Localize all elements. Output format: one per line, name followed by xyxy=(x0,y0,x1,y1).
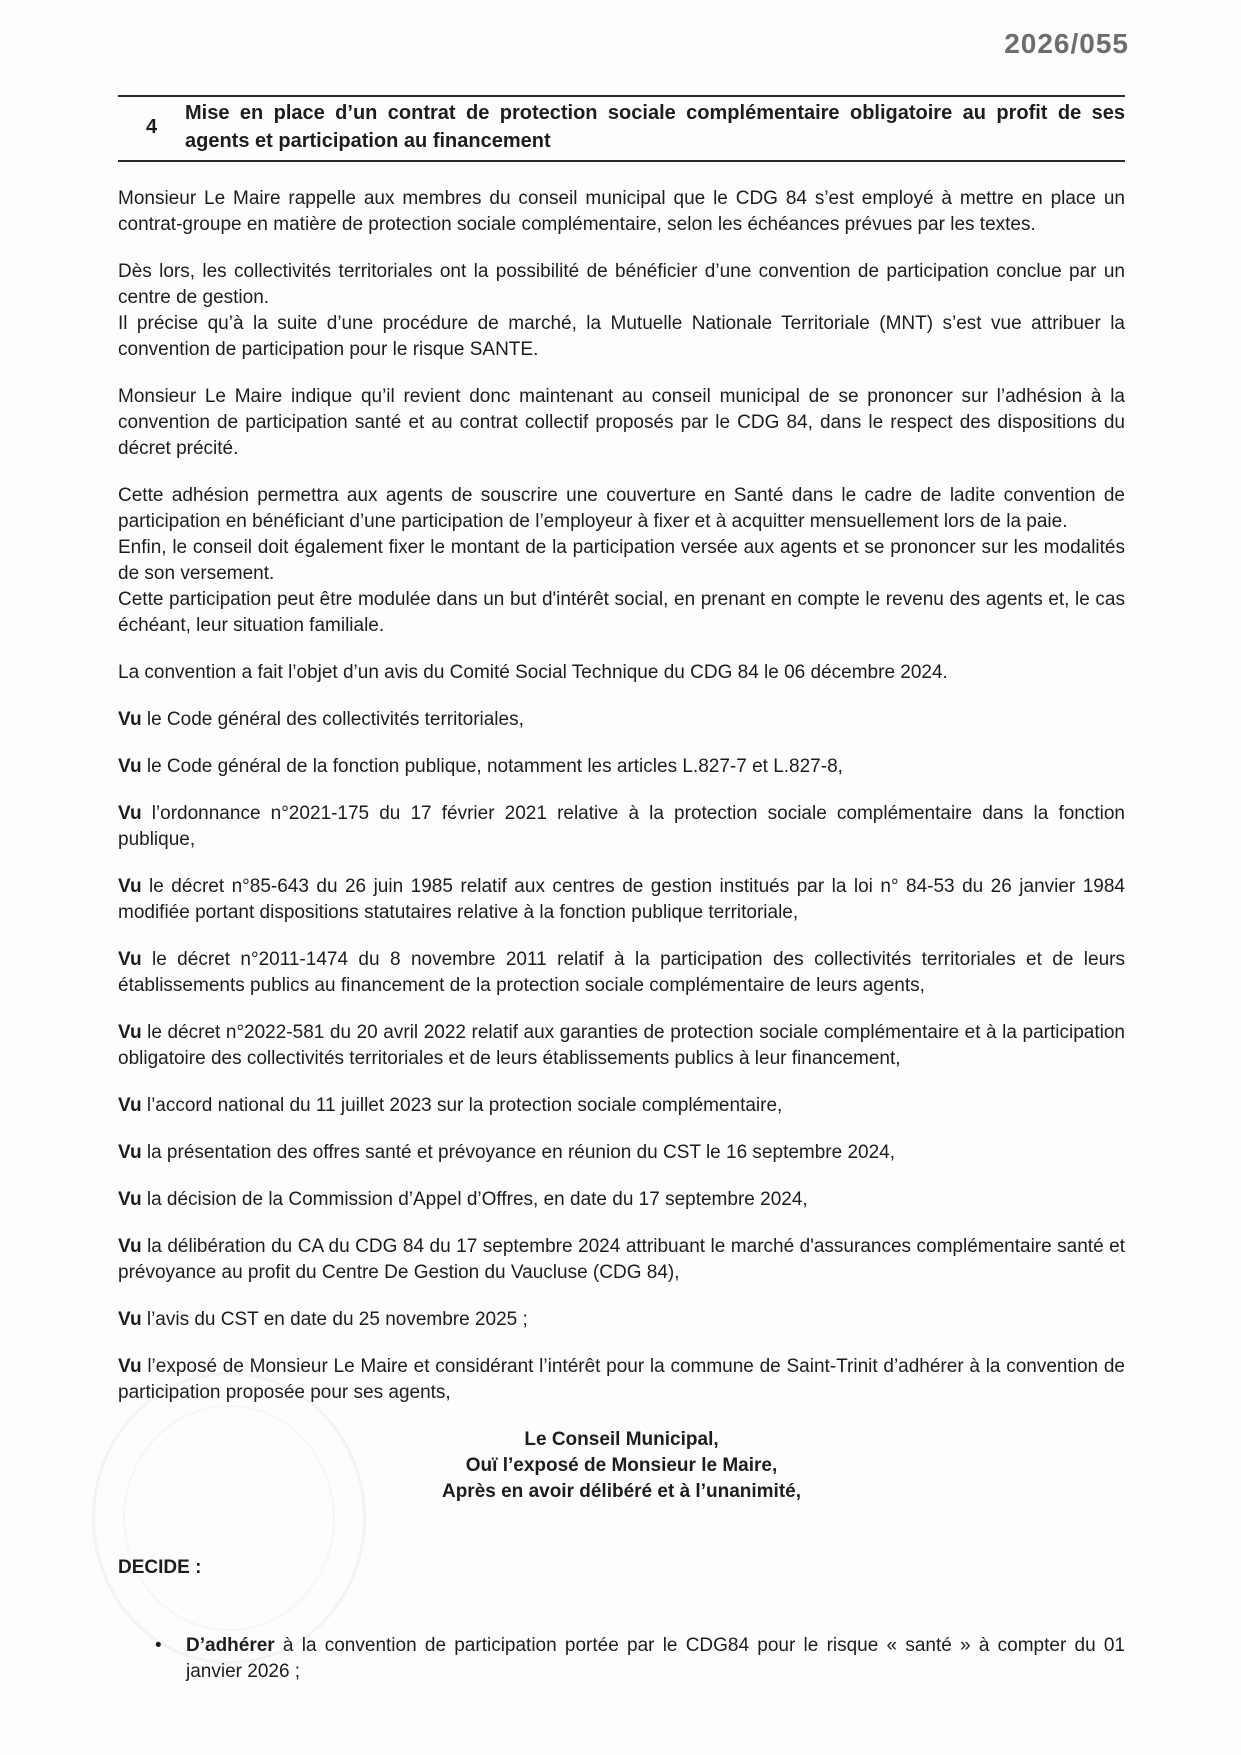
council-formula xyxy=(118,1427,1125,1505)
paragraph-adhesion xyxy=(118,384,1125,462)
decide-heading: DECIDE : xyxy=(118,1557,202,1578)
vu-label: Vu xyxy=(118,1309,142,1330)
vu-text: la décision de la Commission d’Appel d’Offres, en date du 17 septembre 2024, xyxy=(141,1189,808,1210)
vu-label: Vu xyxy=(118,1236,142,1257)
vu-clause xyxy=(118,801,1125,853)
vu-clause xyxy=(118,1093,1125,1119)
vu-clause xyxy=(118,1020,1125,1072)
vu-clause xyxy=(118,1140,1125,1166)
vu-clause xyxy=(118,754,1125,780)
vu-text: l’ordonnance n°2021-175 du 17 février 2021 relative à la protection sociale complémentaire dans la fonction publique, xyxy=(118,803,1125,850)
vu-text: le Code général de la fonction publique, notamment les articles L.827-7 et L.827-8, xyxy=(141,756,843,777)
paragraph-text: Monsieur Le Maire rappelle aux membres du conseil municipal que le CDG 84 s’est employé à mettre en place un contrat-groupe en matière de protection sociale complémentaire, selon les échéances prévues par les textes. xyxy=(118,188,1125,235)
document-body xyxy=(118,186,1125,1685)
vu-label: Vu xyxy=(118,1022,142,1043)
paragraph-participation xyxy=(118,483,1125,639)
paragraph-text: Dès lors, les collectivités territoriales ont la possibilité de bénéficier d’une convention de participation conclue par un centre de gestion. xyxy=(118,261,1125,308)
vu-label: Vu xyxy=(118,949,142,970)
vu-label: Vu xyxy=(118,756,142,777)
decision-bullet xyxy=(118,1633,1125,1685)
paragraph-text: Cette participation peut être modulée dans un but d'intérêt social, en prenant en compte le revenu des agents et, le cas échéant, leur situation familiale. xyxy=(118,589,1125,636)
vu-label: Vu xyxy=(118,876,142,897)
vu-text: l’exposé de Monsieur Le Maire et considérant l’intérêt pour la commune de Saint-Trinit d’adhérer à la convention de participation proposée pour ses agents, xyxy=(118,1356,1125,1403)
vu-label: Vu xyxy=(118,803,142,824)
paragraph-convention xyxy=(118,259,1125,363)
vu-clause xyxy=(118,1307,1125,1333)
paragraph-avis-cst xyxy=(118,660,1125,686)
council-line: Après en avoir délibéré et à l’unanimité, xyxy=(441,1481,801,1502)
page-number: 2026/055 xyxy=(1004,28,1129,59)
agenda-item-title: Mise en place d’un contrat de protection sociale complémentaire obligatoire au profit de ses agents et participation au financement xyxy=(185,102,1125,152)
vu-label: Vu xyxy=(118,1095,142,1116)
council-line: Ouï l’exposé de Monsieur le Maire, xyxy=(465,1455,778,1476)
vu-clause xyxy=(118,1187,1125,1213)
vu-clause xyxy=(118,1234,1125,1286)
agenda-item-number: 4 xyxy=(145,115,158,138)
vu-text: la délibération du CA du CDG 84 du 17 septembre 2024 attribuant le marché d'assurances complémentaire santé et prévoyance au profit du Centre De Gestion du Vaucluse (CDG 84), xyxy=(118,1236,1125,1283)
vu-text: le Code général des collectivités territoriales, xyxy=(141,709,524,730)
decision-bullet-lead: D’adhérer xyxy=(186,1635,275,1656)
vu-clause xyxy=(118,874,1125,926)
vu-text: le décret n°85-643 du 26 juin 1985 relatif aux centres de gestion institués par la loi n° 84-53 du 26 janvier 1984 modifiée portant dispositions statutaires relative à la fonction publique territoriale, xyxy=(118,876,1125,923)
vu-label: Vu xyxy=(118,709,142,730)
agenda-item-header xyxy=(118,95,1125,162)
vu-text: l’accord national du 11 juillet 2023 sur la protection sociale complémentaire, xyxy=(141,1095,783,1116)
bullet-icon: • xyxy=(155,1635,162,1656)
paragraph-text: Cette adhésion permettra aux agents de souscrire une couverture en Santé dans le cadre de ladite convention de participation en bénéficiant d’une participation de l’employeur à fixer et à acquitter mensuellement lors de la paie. xyxy=(118,485,1125,532)
council-line: Le Conseil Municipal, xyxy=(524,1429,719,1450)
paragraph-text: La convention a fait l’objet d’un avis du Comité Social Technique du CDG 84 le 06 décembre 2024. xyxy=(118,662,948,683)
vu-clause xyxy=(118,947,1125,999)
vu-text: l’avis du CST en date du 25 novembre 2025 ; xyxy=(141,1309,528,1330)
vu-label: Vu xyxy=(118,1356,142,1377)
vu-clause xyxy=(118,1354,1125,1406)
vu-label: Vu xyxy=(118,1189,142,1210)
vu-label: Vu xyxy=(118,1142,142,1163)
paragraph-text: Il précise qu’à la suite d’une procédure de marché, la Mutuelle Nationale Territoriale (MNT) s’est vue attribuer la convention de participation pour le risque SANTE. xyxy=(118,313,1125,360)
decision-bullet-text xyxy=(186,1633,1125,1685)
paragraph-text: Enfin, le conseil doit également fixer le montant de la participation versée aux agents et se prononcer sur les modalités de son versement. xyxy=(118,537,1125,584)
vu-clause xyxy=(118,707,1125,733)
vu-text: le décret n°2011-1474 du 8 novembre 2011 relatif à la participation des collectivités territoriales et de leurs établissements publics au financement de la protection sociale complémentaire de leurs agents, xyxy=(118,949,1125,996)
vu-text: la présentation des offres santé et prévoyance en réunion du CST le 16 septembre 2024, xyxy=(141,1142,896,1163)
paragraph-intro xyxy=(118,186,1125,238)
vu-text: le décret n°2022-581 du 20 avril 2022 relatif aux garanties de protection sociale complémentaire et à la participation obligatoire des collectivités territoriales et de leurs établissements publics à leur financement, xyxy=(118,1022,1125,1069)
paragraph-text: Monsieur Le Maire indique qu’il revient donc maintenant au conseil municipal de se prononcer sur l’adhésion à la convention de participation santé et au contrat collectif proposés par le CDG 84, dans le respect des dispositions du décret précité. xyxy=(118,386,1125,459)
decision-bullet-body: à la convention de participation portée par le CDG84 pour le risque « santé » à compter du 01 janvier 2026 ; xyxy=(186,1635,1125,1682)
